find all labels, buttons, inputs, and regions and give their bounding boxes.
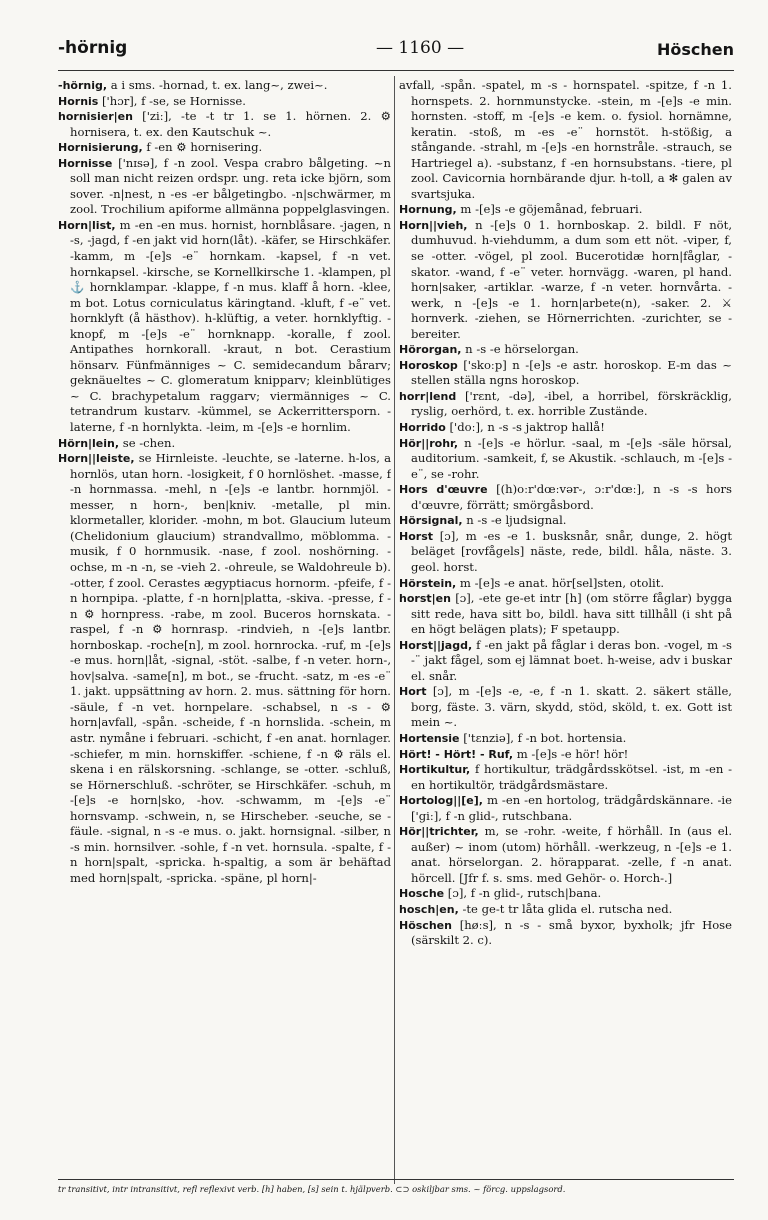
entry-headword: Hörstein, xyxy=(399,576,457,590)
entry-headword: Hort xyxy=(399,685,427,699)
dictionary-entry xyxy=(399,482,732,513)
entry-definition: se Hirnleiste. -leuchte, se -laterne. h-los, a hornlös, utan horn. -losigkeit, f 0 hornlöshet. -masse, f -n hornmassa. -mehl, n -[e]s -e lantbr. hornmjöl. -messer, n horn-, ben|kniv. -metalle, pl min. klormetaller, klorider. -mohn, m bot. Glaucium luteum (Chelidonium glaucium) strandvallmo, möblomma. -musik, f 0 hornmusik. -nase, f zool. noshörning. -ochse, m -n -n, se -vieh 2. -ohreule, se Waldohreule b). -otter, f zool. Cerastes ægyptiacus hornorm. -pfeife, f -n hornpipa. -platte, f -n horn|platta, -skiva. -presse, f -n ⚙ hornpress. -rabe, m zool. Buceros hornskata. -raspel, f -n ⚙ hornrasp. -rindvieh, n -[e]s lantbr. hornboskap. -roche[n], m zool. hornrocka. -ruf, m -[e]s -e mus. horn|låt, -signal, -stöt. -salbe, f -n veter. horn-, hov|salva. -same[n], m bot., se -frucht. -satz, m -es -e¨ 1. jakt. uppsättning av horn. 2. mus. sättning för horn. -säule, f -n vet. hornpelare. -schabsel, n -s - ⚙ horn|avfall, -spån. -scheide, f -n hornslida. -schein, m astr. nymåne i februari. -schicht, f -en anat. hornlager. -schiefer, m min. hornskiffer. -schiene, f -n ⚙ räls el. skena i en rälskorsning. -schlange, se -otter. -schluß, se Hörnerschluß. -schröter, se Hirschkäfer. -schuh, m -[e]s -e horn|sko, -hov. -schwamm, m -[e]s -e¨ hornsvamp. -schwein, n, se Hirscheber. -seuche, se -fäule. -signal, n -s -e mus. o. jakt. hornsignal. -silber, n -s min. hornsilver. -sohle, f -n vet. hornsula. -spalte, f -n horn|spalt, -spricka. h-spaltig, a som är behäftad med horn|spalt, -spricka. -späne, pl horn|- xyxy=(70,451,391,885)
entry-definition: m -[e]s -e anat. hör[sel]sten, otolit. xyxy=(456,575,665,590)
entry-definition: [ɔ], f -n glid-, rutsch|bana. xyxy=(444,886,602,901)
entry-definition: n -s -e ljudsignal. xyxy=(462,513,567,528)
entry-definition: ['rɛnt, -də], -ibel, a horribel, förskräcklig, ryslig, oerhörd, t. ex. horrible Zustände. xyxy=(411,388,732,419)
entry-definition: n -s -e hörselorgan. xyxy=(461,342,579,357)
left-guide-word: -hörnig xyxy=(58,38,128,58)
entry-definition: [ɔ], m -es -e 1. busksnår, snår, dunge, 2. högt beläget [rovfågels] näste, rede, bildl. håla, näste. 3. geol. horst. xyxy=(411,528,732,574)
entry-definition: ['doː], n -s -s jaktrop hallå! xyxy=(445,420,605,435)
dictionary-entry xyxy=(399,202,732,218)
dictionary-entry xyxy=(58,451,391,886)
page-header xyxy=(58,38,734,64)
dictionary-entry xyxy=(399,638,732,685)
entry-definition: ['hɔr], f -se, se Hornisse. xyxy=(98,93,246,108)
entry-definition: n -[e]s -e hörlur. -saal, m -[e]s -säle hörsal, auditorium. -samkeit, f, se Akustik. -schlauch, m -[e]s -e¨, se -rohr. xyxy=(411,435,732,481)
entry-headword: Horn||leiste, xyxy=(58,452,135,466)
entry-headword: hosch|en, xyxy=(399,902,459,916)
entry-definition: [høːs], n -s - små byxor, byxholk; jfr Hose (särskilt 2. c). xyxy=(411,917,732,948)
entry-headword: horst|en xyxy=(399,592,451,606)
entry-definition: ['tɛnziə], f -n bot. hortensia. xyxy=(459,730,627,745)
entry-definition: m -[e]s -e göjemånad, februari. xyxy=(456,202,643,217)
dictionary-entry xyxy=(58,156,391,218)
dictionary-entry xyxy=(399,886,732,902)
entry-definition: [ɔ], -ete ge-et intr [h] (om större fåglar) bygga sitt rede, hava sitt bo, bildl. hava sitt tillhåll (i sht på en högt belägen plats); F spetaupp. xyxy=(411,591,732,637)
dictionary-entry xyxy=(399,762,732,793)
right-column xyxy=(399,78,732,1173)
dictionary-entry xyxy=(58,218,391,436)
entry-headword: Hör||trichter, xyxy=(399,825,479,839)
dictionary-entry xyxy=(58,78,391,94)
dictionary-entry xyxy=(399,513,732,529)
entry-headword: Hornisse xyxy=(58,156,113,170)
dictionary-entry xyxy=(399,78,732,202)
entry-headword: Hortolog||[e], xyxy=(399,794,483,808)
entry-headword: Hornung, xyxy=(399,203,457,217)
dictionary-entry xyxy=(399,358,732,389)
entry-headword: Hornis xyxy=(58,94,99,108)
dictionary-entry xyxy=(399,731,732,747)
dictionary-entry xyxy=(58,109,391,140)
entry-definition: [ɔ], m -[e]s -e, -e, f -n 1. skatt. 2. säkert ställe, borg, fäste. 3. värn, skydd, stöd, sköld, t. ex. Gott ist mein ~. xyxy=(411,684,732,730)
entry-definition: m -[e]s -e hör! hör! xyxy=(513,746,629,761)
entry-definition: avfall, -spån. -spatel, m -s - hornspatel. -spitze, f -n 1. hornspets. 2. hornmunstycke. -stein, m -[e]s -e min. hornsten. -stoff, m -[e]s -e kem. o. fysiol. hornämne, keratin. -stoß, m -es -e¨ hornstöt. h-stößig, a stångande. -strahl, m -[e]s -en hornstråle. -strauch, se Hartriegel a). -substanz, f -en hornsubstans. -tiere, pl zool. Cavicornia hornbärande djur. h-toll, a ✻ galen av svartsjuka. xyxy=(399,78,732,201)
entry-headword: Höschen xyxy=(399,918,452,932)
right-guide-word: Höschen xyxy=(656,40,734,59)
entry-definition: f -en ⚙ hornisering. xyxy=(142,140,263,155)
dictionary-entry xyxy=(399,218,732,342)
entry-definition: f hortikultur, trädgårdsskötsel. -ist, m -en -en hortikultör, trädgårdsmästare. xyxy=(411,762,732,792)
entry-definition: m -en -en hortolog, trädgårdskännare. -ie ['giː], f -n glid-, rutschbana. xyxy=(411,793,732,823)
dictionary-entry xyxy=(399,420,732,436)
entry-headword: Hört! - Hört! - Ruf, xyxy=(399,747,514,761)
dictionary-entry xyxy=(399,902,732,918)
header-rule xyxy=(58,70,734,71)
entry-headword: Hör||rohr, xyxy=(399,436,459,450)
entry-definition: m, se -rohr. -weite, f hörhåll. In (aus el. außer) ~ inom (utom) hörhåll. -werkzeug, n -[e]s -e 1. anat. hörselorgan. 2. hörapparat. -zelle, f -n anat. hörcell. [Jfr f. s. sms. med Gehör- o. Horch-.] xyxy=(411,824,732,885)
entry-definition: ['nɪsə], f -n zool. Vespa crabro bålgeting. ~n soll man nicht reizen ordspr. ung. reta icke björn, som sover. -n|nest, n -es -er bålgetingbo. -n|schwärmer, m zool. Trochilium apiforme allmänna poppelglasvingen. xyxy=(70,155,391,217)
dictionary-entry xyxy=(399,342,732,358)
entry-definition: se -chen. xyxy=(119,435,176,450)
column-divider xyxy=(394,76,395,1184)
entry-headword: Hortikultur, xyxy=(399,763,471,777)
entry-headword: Hörn|lein, xyxy=(58,436,120,450)
dictionary-entry xyxy=(399,389,732,420)
entry-headword: hornisier|en xyxy=(58,110,133,124)
entry-definition: -te ge-t tr låta glida el. rutscha ned. xyxy=(458,901,673,916)
entry-headword: Horst xyxy=(399,529,433,543)
left-column xyxy=(58,78,391,1173)
dictionary-entry xyxy=(58,140,391,156)
footer-legend: tr transitivt, intr intransitivt, refl reflexivt verb. [h] haben, [s] sein t. hjälpverb. ⊂⊃ oskiljbar sms. ~ förcg. uppslagsord. xyxy=(58,1184,566,1194)
entry-headword: Hors d'œuvre xyxy=(399,483,488,497)
entry-definition: f -en jakt på fåglar i deras bon. -vogel, m -s -¨ jakt fågel, som ej lämnat boet. h-weise, adv i buskar el. snår. xyxy=(411,637,732,683)
dictionary-entry xyxy=(58,436,391,452)
dictionary-entry xyxy=(399,529,732,576)
dictionary-entry xyxy=(399,918,732,949)
entry-headword: Horoskop xyxy=(399,358,458,372)
entry-definition: [(h)oːr'dœːvər-, ɔːr'dœː], n -s -s hors d'œuvre, förrätt; smörgåsbord. xyxy=(411,482,732,512)
entry-definition: ['ziː], -te -t tr 1. se 1. hörnen. 2. ⚙ hornisera, t. ex. den Kautschuk ~. xyxy=(70,109,391,139)
entry-headword: horr|lend xyxy=(399,389,457,403)
dictionary-entry xyxy=(399,793,732,824)
entry-definition: n -[e]s 0 1. hornboskap. 2. bildl. F nöt, dumhuvud. h-viehdumm, a dum som ett nöt. -viper, f, se -otter. -vögel, pl zool. Bucerotidæ horn|fåglar, -skator. -wand, f -e¨ veter. hornvägg. -waren, pl hand. horn|saker, -artiklar. -warze, f -n veter. hornvårta. -werk, n -[e]s -e 1. horn|arbete(n), -saker. 2. ⚔ hornverk. -ziehen, se Hörnerrichten. -zurichter, se -bereiter. xyxy=(411,217,732,341)
entry-headword: Horn||vieh, xyxy=(399,218,468,232)
entry-headword: Hörsignal, xyxy=(399,514,463,528)
entry-definition: a i sms. -hornad, t. ex. lang~, zwei~. xyxy=(107,78,328,92)
entry-headword: Horst||jagd, xyxy=(399,638,473,652)
dictionary-entry xyxy=(399,747,732,763)
dictionary-entry xyxy=(399,684,732,731)
entry-headword: Hörorgan, xyxy=(399,343,462,357)
dictionary-entry xyxy=(399,576,732,592)
dictionary-entry xyxy=(399,824,732,886)
dictionary-entry xyxy=(399,436,732,483)
entry-headword: Hosche xyxy=(399,887,445,901)
entry-definition: ['skoːp] n -[e]s -e astr. horoskop. E-m das ~ stellen ställa ngns horoskop. xyxy=(411,357,732,388)
entry-headword: Hortensie xyxy=(399,731,460,745)
entry-definition: m -en -en mus. hornist, hornblåsare. -jagen, n -s, -jagd, f -en jakt vid horn(låt). -käfer, se Hirschkäfer. -kamm, m -[e]s -e¨ hornkam. -kapsel, f -n vet. hornkapsel. -kirsche, se Kornellkirsche 1. -klampen, pl ⚓ hornklampar. -klappe, f -n mus. klaff å horn. -klee, m bot. Lotus corniculatus käringtand. -kluft, f -e¨ vet. hornklyft (å hästhov). h-klüftig, a veter. hornklyftig. -knopf, m -[e]s -e¨ hornknapp. -koralle, f zool. Antipathes hornkorall. -kraut, n bot. Cerastium hönsarv. Fünfmänniges ~ C. semidecandum bårarv; geknäueltes ~ C. glomeratum knipparv; kleinblütiges ~ C. brachypetalum raggarv; viermänniges ~ C. tetrandrum kustarv. -kümmel, se Ackerrittersporn. -laterne, f -n hornlykta. -leim, m -[e]s -e hornlim. xyxy=(70,217,391,435)
footer-rule xyxy=(58,1179,734,1180)
dictionary-entry xyxy=(58,94,391,110)
entry-headword: -hörnig, xyxy=(58,79,108,92)
page-number: — 1160 — xyxy=(376,38,465,58)
entry-headword: Horn|list, xyxy=(58,218,116,232)
entry-headword: Horrido xyxy=(399,421,446,435)
dictionary-entry xyxy=(399,591,732,638)
entry-headword: Hornisierung, xyxy=(58,141,143,155)
